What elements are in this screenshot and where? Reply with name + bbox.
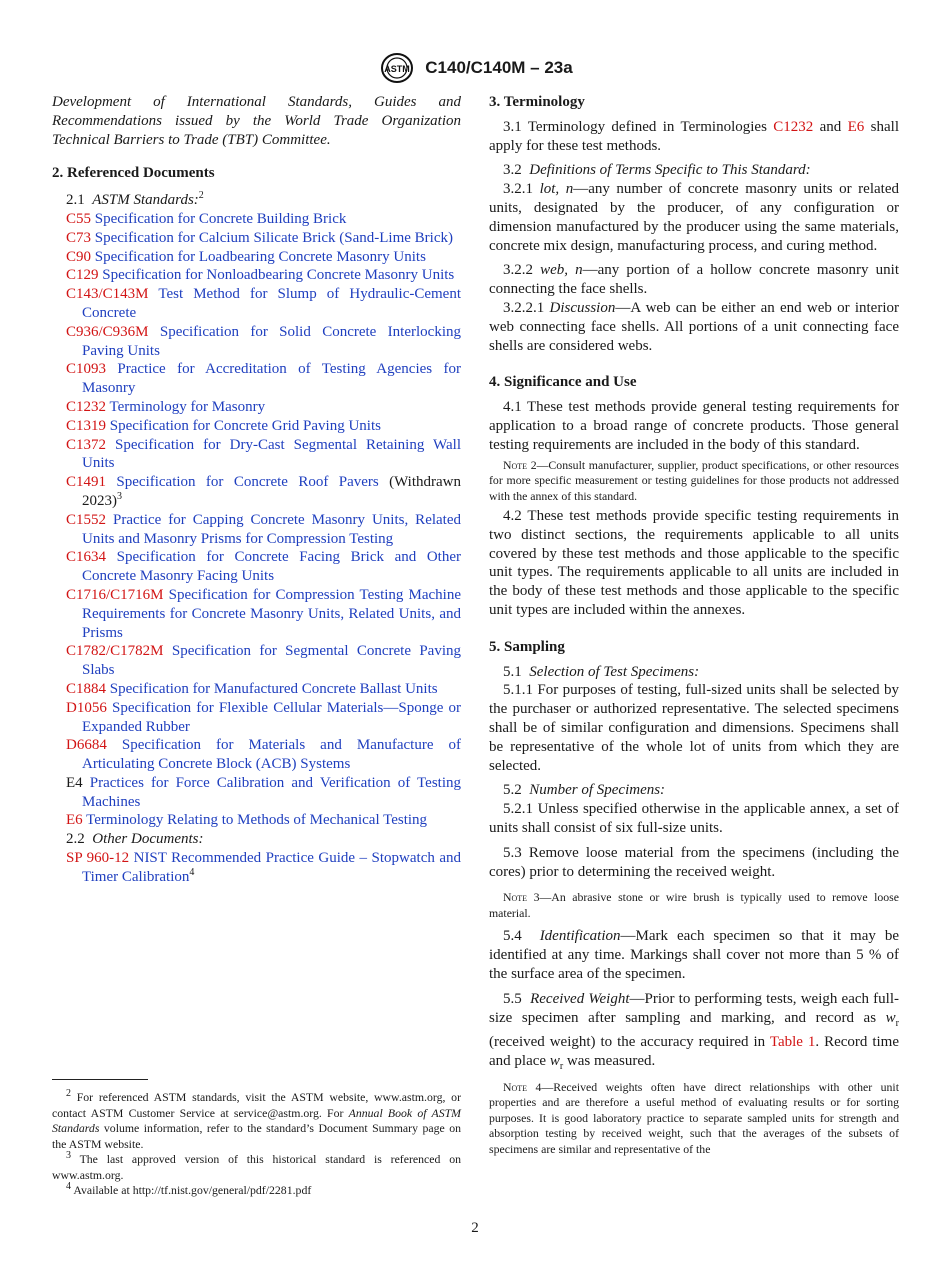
reference-item [52, 736, 461, 774]
reference-code[interactable]: C1716/C1716M [66, 586, 164, 603]
reference-title-link[interactable]: Specification for Loadbearing Concrete Masonry Units [94, 248, 426, 265]
intro-text: Development of International Standards, Guides and Recommendations issued by the World Trade Organization Technical Barriers to Trade (TBT) Committee. [52, 94, 461, 148]
reference-item [52, 699, 461, 737]
paragraph-5-4: 5.4 Identification—Mark each specimen so that it may be identified at any time. Markings shall cover not more than 5 % of the surface area of the specimen. [489, 928, 900, 982]
reference-title-link[interactable]: Specification for Compression Testing Machine Requirements for Concrete Masonry Units, Related Units, and Prisms [82, 586, 461, 641]
reference-item [52, 548, 461, 586]
reference-title-link[interactable]: NIST Recommended Practice Guide – Stopwatch and Timer Calibration [82, 850, 462, 885]
reference-title-link[interactable]: Specification for Concrete Roof Pavers [116, 474, 379, 491]
reference-title-link[interactable]: Specification for Concrete Building Brick [94, 210, 347, 227]
reference-title-link[interactable]: Terminology for Masonry [109, 398, 266, 415]
subsection-2-2: 2.2 Other Documents: [66, 831, 204, 848]
note-2: Note 2—Consult manufacturer, supplier, product specifications, or other resources for more specific measurement or testing guidelines for those products not addressed with the annex of this standard. [489, 457, 899, 503]
reference-code[interactable]: C1634 [66, 549, 107, 566]
reference-title-link[interactable]: Specification for Calcium Silicate Brick (Sand-Lime Brick) [94, 229, 453, 246]
reference-item [52, 323, 461, 361]
reference-title-link[interactable]: Practice for Capping Concrete Masonry Units, Related Units and Masonry Prisms for Compression Testing [82, 511, 461, 547]
page-header [0, 52, 950, 86]
reference-item [52, 266, 461, 285]
reference-title-link[interactable]: Specification for Dry-Cast Segmental Retaining Wall Units [82, 436, 462, 472]
reference-code[interactable]: E6 [66, 812, 83, 829]
reference-code[interactable]: D6684 [66, 737, 107, 754]
paragraph-5-2-1: 5.2.1 Unless specified otherwise in the applicable annex, a set of units shall consist of six full-size units. [489, 801, 899, 836]
reference-title-link[interactable]: Specification for Concrete Grid Paving Units [109, 417, 381, 434]
reference-item [52, 680, 461, 699]
reference-item [52, 360, 461, 398]
ref-link-e6[interactable]: E6 [847, 118, 865, 135]
reference-item [52, 811, 461, 830]
paragraph-3-2-2-1: 3.2.2.1 Discussion—A web can be either an end web or interior web connecting face shells. All portions of a unit connecting face shells are considered webs. [489, 299, 899, 354]
paragraph-5-3: 5.3 Remove loose material from the specimens (including the cores) prior to determining the received weight. [489, 844, 899, 880]
footnote-marker: 3 [117, 490, 122, 502]
section-3-title: 3. Terminology [489, 94, 585, 110]
right-column [489, 93, 899, 1160]
reference-title-link[interactable]: Practices for Force Calibration and Verification of Testing Machines [82, 774, 461, 810]
paragraph-5-1: 5.1 Selection of Test Specimens: [503, 663, 700, 680]
paragraph-5-5: 5.5 Received Weight—Prior to performing tests, weigh each full-size specimen after sampling and marking, and record as $w_r$ (received weight) to the accuracy required in Table 1. Record time and place $w_r$ was measured. [489, 990, 900, 1073]
other-documents-list [52, 849, 461, 887]
reference-code[interactable]: C1552 [66, 511, 107, 528]
reference-title-link[interactable]: Test Method for Slump of Hydraulic-Cement Concrete [82, 286, 462, 321]
footnotes [52, 1090, 461, 1199]
paragraph-5-2: 5.2 Number of Specimens: [503, 782, 666, 799]
reference-item [52, 229, 461, 248]
reference-note: (Withdrawn 2023) [82, 474, 461, 509]
reference-code[interactable]: C1319 [66, 417, 107, 434]
reference-code[interactable]: C1093 [66, 361, 107, 378]
reference-title-link[interactable]: Specification for Flexible Cellular Materials—Sponge or Expanded Rubber [82, 699, 462, 735]
section-4-title: 4. Significance and Use [489, 374, 637, 391]
reference-item [52, 210, 461, 229]
designation: C140/C140M – 23a [425, 58, 573, 77]
reference-code[interactable]: D1056 [66, 699, 107, 716]
reference-code[interactable]: SP 960-12 [66, 850, 130, 867]
reference-code[interactable]: C1232 [66, 398, 107, 415]
reference-code[interactable]: C143/C143M [66, 286, 149, 303]
footnote: $^4$ Available at http://tf.nist.gov/general/pdf/2281.pdf [66, 1181, 312, 1197]
reference-item [52, 774, 461, 812]
note-4: Note 4—Received weights often have direct relationships with other unit properties and are therefore a useful method of evaluating results or for sorting purposes. It is good laboratory practice to separate sampled units for strength and absorption testing by received weight, such that the averages of the subsets of specimens are similar and representative of the [489, 1079, 899, 1156]
reference-code[interactable]: C129 [66, 267, 99, 284]
subsection-2-1: 2.1 ASTM Standards:$^2$ [66, 190, 204, 209]
paragraph-3-2-2: 3.2.2 web, n—any portion of a hollow concrete masonry unit connecting the face shells. [489, 262, 899, 298]
reference-code[interactable]: C936/C936M [66, 323, 149, 340]
reference-code[interactable]: C1884 [66, 680, 107, 697]
footnote-rule [52, 1079, 148, 1080]
reference-item [52, 642, 461, 680]
page-number: 2 [471, 1220, 479, 1236]
footnote: $^2$ For referenced ASTM standards, visit the ASTM website, www.astm.org, or contact ASTM Customer Service at service@astm.org. For Annual Book of ASTM Standards volume information, refer to the standard’s Document Summary page on the ASTM website. [52, 1088, 462, 1151]
paragraph-4-1: 4.1 These test methods provide general testing requirements for application to a broad range of concrete products. Those general testing requirements are included in the body of this standard. [489, 399, 899, 453]
footnote-marker: 4 [189, 866, 195, 878]
reference-item [52, 511, 461, 549]
paragraph-5-1-1: 5.1.1 For purposes of testing, full-sized units shall be selected by the purchaser or authorized representative. The selected specimens shall be of similar configuration and dimensions. Specimens shall be representative of the whole lot of units from which they are selected. [489, 682, 899, 774]
reference-item [52, 436, 461, 474]
reference-title-link[interactable]: Specification for Solid Concrete Interlocking Paving Units [82, 323, 461, 359]
reference-item [52, 285, 461, 323]
reference-title-link[interactable]: Specification for Concrete Facing Brick and Other Concrete Masonry Facing Units [82, 549, 461, 585]
reference-code[interactable]: C1372 [66, 436, 107, 453]
reference-title-link[interactable]: Terminology Relating to Methods of Mechanical Testing [86, 812, 428, 829]
reference-title-link[interactable]: Specification for Manufactured Concrete Ballast Units [109, 680, 438, 697]
reference-code[interactable]: C1491 [66, 474, 107, 491]
section-5-title: 5. Sampling [489, 638, 565, 655]
note-3: Note 3—An abrasive stone or wire brush is typically used to remove loose material. [489, 890, 899, 920]
footnote: $^3$ The last approved version of this historical standard is referenced on www.astm.org. [52, 1150, 461, 1182]
reference-code[interactable]: C55 [66, 210, 92, 227]
ref-link-table-1[interactable]: Table 1 [769, 1034, 816, 1051]
reference-code[interactable]: C1782/C1782M [66, 643, 164, 660]
reference-item [52, 398, 461, 417]
reference-item [52, 473, 461, 511]
reference-title-link[interactable]: Specification for Materials and Manufacture of Articulating Concrete Block (ACB) Systems [82, 737, 461, 773]
paragraph-3-2: 3.2 Definitions of Terms Specific to This Standard: [503, 162, 811, 179]
svg-text:ASTM: ASTM [384, 64, 411, 74]
paragraph-3-1: 3.1 Terminology defined in Terminologies C1232 and E6 shall apply for these test methods. [489, 118, 899, 154]
reference-title-link[interactable]: Specification for Nonloadbearing Concrete Masonry Units [102, 267, 455, 284]
reference-item [52, 417, 461, 436]
paragraph-3-2-1: 3.2.1 lot, n—any number of concrete masonry units or related units, designated by the producer, of any configuration or dimension manufactured by the producer using the same materials, concrete mix design, manufacturing process, and curing method. [489, 181, 899, 254]
section-2-title: 2. Referenced Documents [52, 165, 215, 182]
left-column [52, 93, 461, 887]
reference-item [52, 849, 461, 887]
referenced-documents-list [52, 210, 461, 830]
reference-item [52, 248, 461, 267]
reference-code[interactable]: E4 [66, 774, 83, 791]
astm-logo-icon [377, 52, 417, 84]
paragraph-4-2: 4.2 These test methods provide specific testing requirements in two distinct sections, the requirements applicable to all units covered by these test methods and those applicable to the specific unit types. The requirements applicable to all units are included in the body of these test methods and those applicable to the specific unit types are included within the annexes. [489, 508, 899, 619]
ref-link-c1232[interactable]: C1232 [773, 118, 814, 135]
reference-title-link[interactable]: Specification for Segmental Concrete Paving Slabs [82, 643, 461, 679]
reference-code[interactable]: C90 [66, 248, 92, 265]
reference-item [52, 586, 461, 642]
reference-code[interactable]: C73 [66, 229, 92, 246]
reference-title-link[interactable]: Practice for Accreditation of Testing Agencies for Masonry [82, 361, 461, 397]
